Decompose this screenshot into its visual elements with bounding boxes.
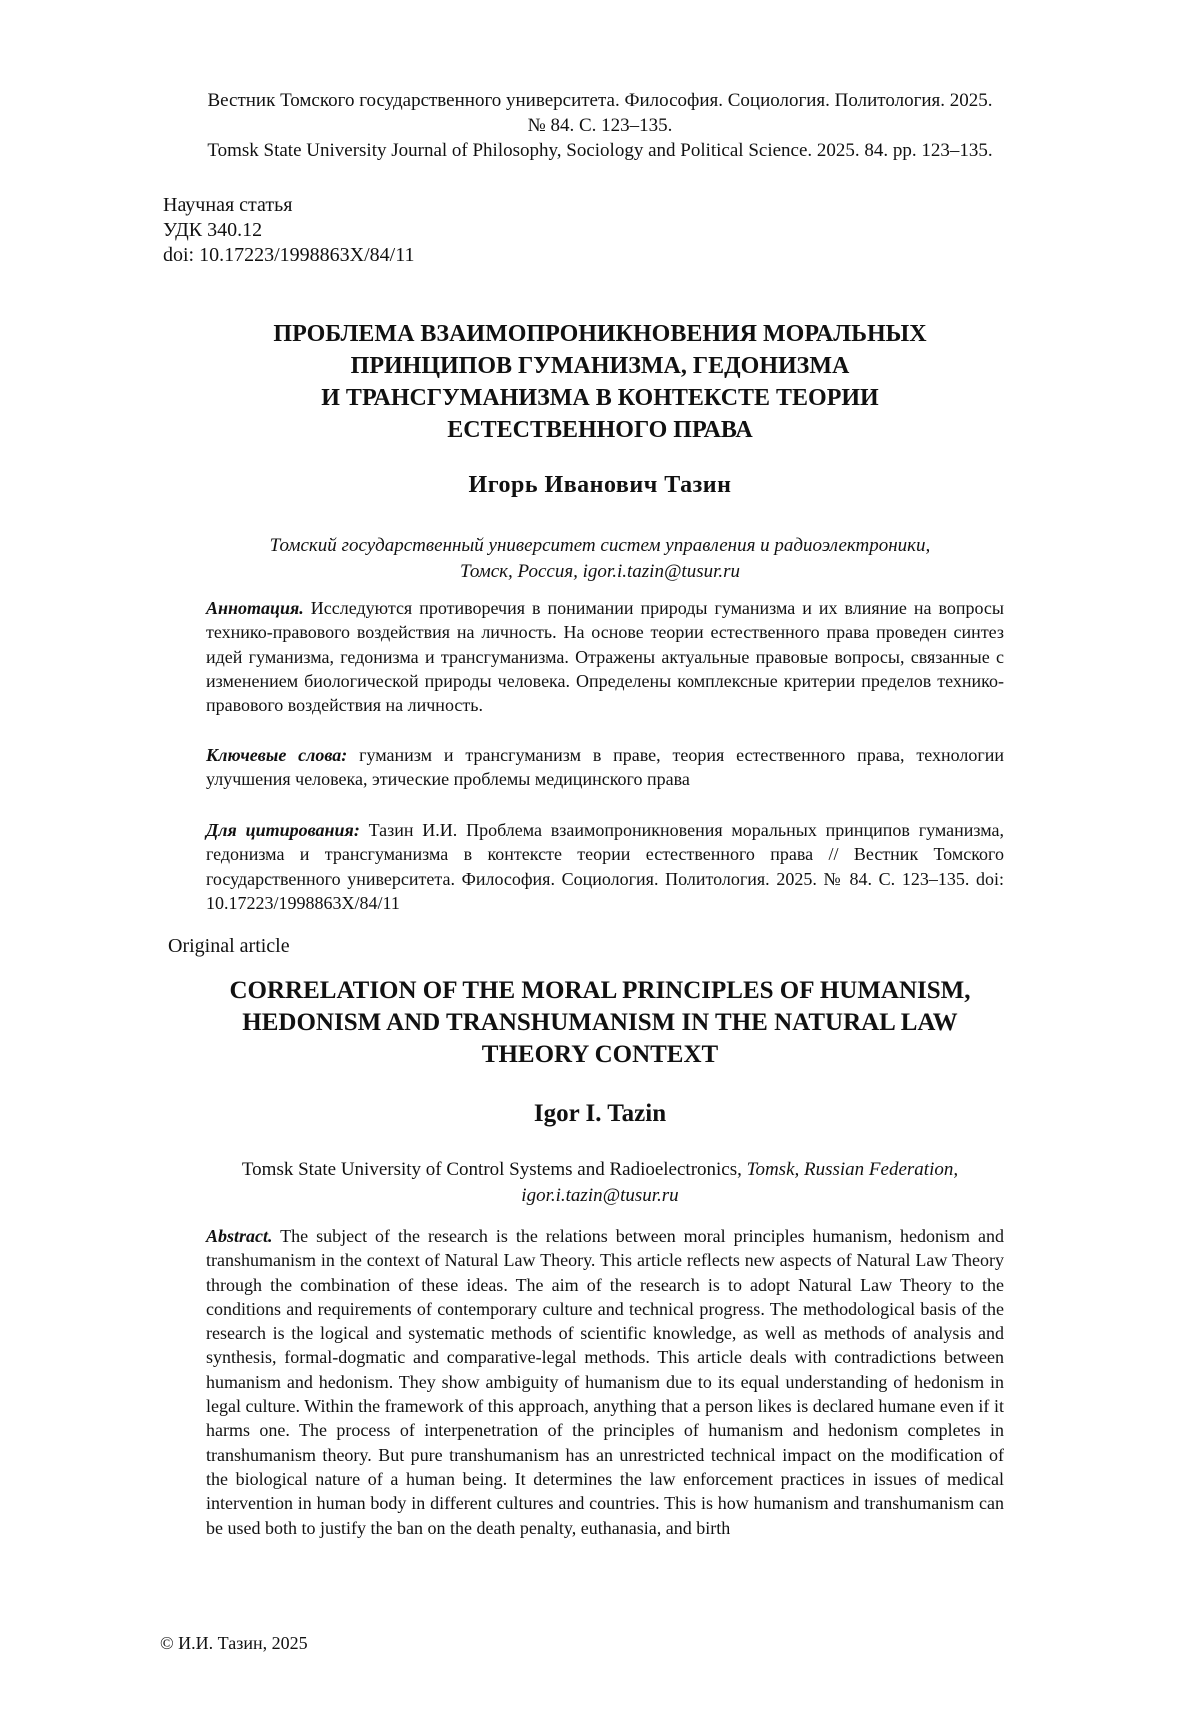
title-ru-line: И ТРАНСГУМАНИЗМА В КОНТЕКСТЕ ТЕОРИИ	[321, 385, 879, 411]
title-ru-line: ПРИНЦИПОВ ГУМАНИЗМА, ГЕДОНИЗМА	[350, 353, 850, 379]
title-ru-line: ПРОБЛЕМА ВЗАИМОПРОНИКНОВЕНИЯ МОРАЛЬНЫХ	[273, 321, 927, 347]
journal-ru-line1: Вестник Томского государственного университета. Философия. Социология. Политология. 2025.	[207, 90, 993, 111]
affiliation-en-org: Tomsk State University of Control Systems and Radioelectronics,	[241, 1159, 742, 1180]
article-meta	[163, 193, 414, 268]
author-ru: Игорь Иванович Тазин	[468, 472, 732, 498]
affiliation-en-email: igor.i.tazin@tusur.ru	[521, 1185, 679, 1206]
title-en-line: HEDONISM AND TRANSHUMANISM IN THE NATURAL LAW	[242, 1009, 958, 1036]
keywords-ru-text: гуманизм и трансгуманизм в праве, теория естественного права, технологии улучшения человека, этические проблемы медицинского права	[206, 745, 1004, 790]
abstract-ru-text: Исследуются противоречия в понимании природы гуманизма и их влияние на вопросы технико-правового воздействия на личность. На основе теории естественного права проведен синтез идей гуманизма, гедонизма и трансгуманизма. Отражены актуальные правовые вопросы, связанные с изменением биологической природы человека. Определены комплексные критерии пределов технико-правового воздействия на личность.	[206, 598, 1004, 716]
citation-ru-text: Тазин И.И. Проблема взаимопроникновения моральных принципов гуманизма, гедонизма и трансгуманизма в контексте теории естественного права // Вестник Томского государственного университета. Философия. Социология. Политология. 2025. № 84. С. 123–135. doi: 10.17223/1998863X/84/11	[206, 820, 1004, 913]
abstract-en	[206, 1224, 1004, 1540]
article-type-en: Original article	[168, 935, 290, 957]
title-en-line: THEORY CONTEXT	[481, 1041, 719, 1068]
citation-ru	[206, 818, 1004, 915]
affiliation-en	[140, 1157, 1060, 1209]
title-ru-line: ЕСТЕСТВЕННОГО ПРАВА	[447, 417, 753, 443]
abstract-ru	[206, 596, 1004, 717]
affiliation-ru	[140, 533, 1060, 585]
copyright: © И.И. Тазин, 2025	[160, 1633, 308, 1653]
keywords-ru	[206, 743, 1004, 792]
title-en	[140, 975, 1060, 1071]
journal-ru-line2: № 84. С. 123–135.	[527, 115, 673, 136]
journal-header	[150, 88, 1050, 163]
affiliation-ru-line2: Томск, Россия, igor.i.tazin@tusur.ru	[459, 561, 741, 582]
keywords-ru-label: Ключевые слова:	[206, 745, 348, 765]
affiliation-ru-line1: Томский государственный университет систем управления и радиоэлектроники,	[269, 535, 931, 556]
article-type-ru: Научная статья	[163, 194, 293, 216]
affiliation-en-line1	[140, 1157, 1060, 1183]
abstract-en-label: Abstract.	[206, 1226, 273, 1246]
affiliation-en-place: Tomsk, Russian Federation,	[741, 1159, 959, 1180]
title-ru	[140, 318, 1060, 446]
abstract-ru-label: Аннотация.	[206, 598, 304, 618]
author-en: Igor I. Tazin	[533, 1100, 667, 1127]
udk: УДК 340.12	[163, 219, 263, 241]
journal-en: Tomsk State University Journal of Philosophy, Sociology and Political Science. 2025. 84. pp. 123–135.	[207, 140, 993, 161]
abstract-en-text: The subject of the research is the relations between moral principles humanism, hedonism and transhumanism in the context of Natural Law Theory. This article reflects new aspects of Natural Law Theory through the combination of these ideas. The aim of the research is to adopt Natural Law Theory to the conditions and requirements of contemporary culture and technical progress. The methodological basis of the research is the logical and systematic methods of scientific knowledge, as well as methods of analysis and synthesis, formal-dogmatic and comparative-legal methods. This article deals with contradictions between humanism and hedonism. They show ambiguity of humanism due to its equal understanding of hedonism in legal culture. Within the framework of this approach, anything that a person likes is declared humane even if it harms one. The process of interpenetration of the principles of humanism and hedonism completes in transhumanism theory. But pure transhumanism has an unrestricted technical impact on the modification of the biological nature of a human being. It determines the law enforcement practices in issues of medical intervention in human body in different cultures and countries. This is how humanism and transhumanism can be used both to justify the ban on the death penalty, euthanasia, and birth	[206, 1226, 1004, 1538]
doi: doi: 10.17223/1998863X/84/11	[163, 244, 415, 266]
citation-ru-label: Для цитирования:	[206, 820, 360, 840]
title-en-line: CORRELATION OF THE MORAL PRINCIPLES OF HUMANISM,	[229, 977, 971, 1004]
